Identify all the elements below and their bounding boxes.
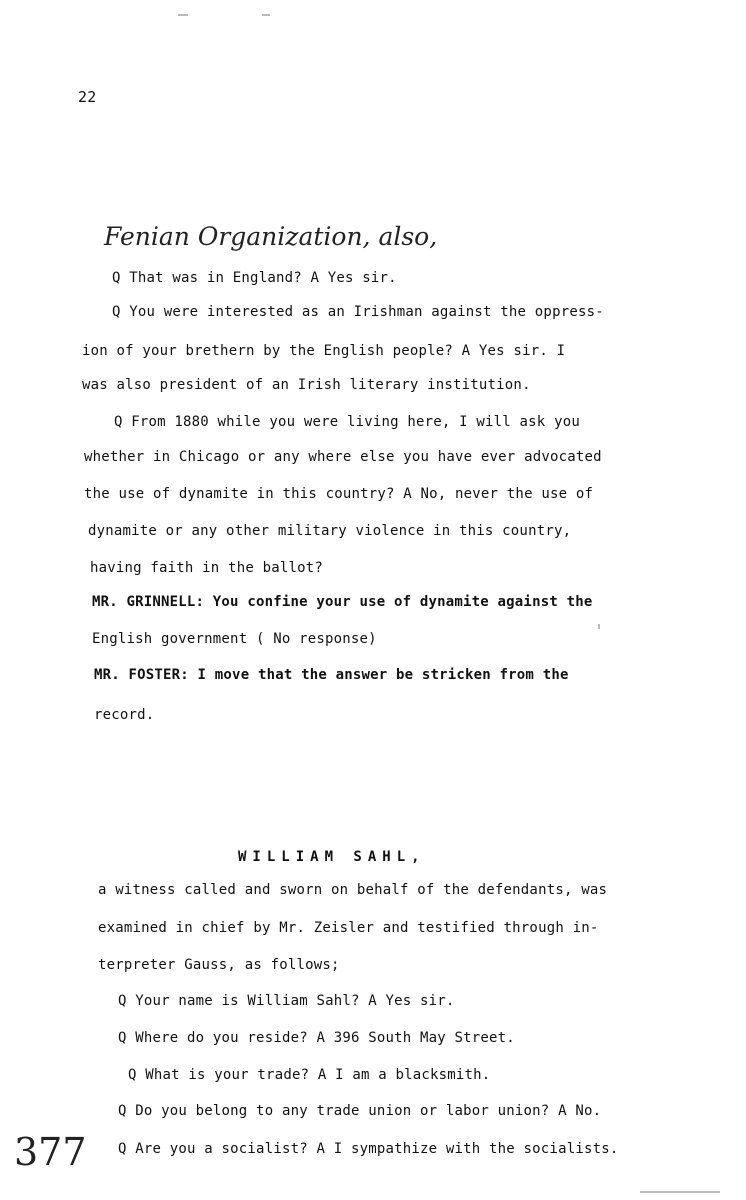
scan-mark	[598, 624, 600, 629]
transcript-line: Q That was in England? A Yes sir.	[112, 270, 397, 286]
transcript-line: Q Do you belong to any trade union or labor union? A No.	[118, 1103, 602, 1119]
transcript-line: Q Where do you reside? A 396 South May Street.	[118, 1030, 515, 1046]
page-number: 22	[78, 88, 97, 106]
witness-heading: WILLIAM SAHL,	[238, 849, 426, 865]
transcript-line: Q From 1880 while you were living here, I will ask you	[114, 414, 580, 430]
margin-number: 377	[14, 1130, 87, 1174]
transcript-line: MR. GRINNELL: You confine your use of dynamite against the	[92, 594, 593, 610]
transcript-line: Q Are you a socialist? A I sympathize with the socialists.	[118, 1141, 619, 1157]
transcript-line: Q You were interested as an Irishman against the oppress-	[112, 304, 604, 320]
transcript-line: examined in chief by Mr. Zeisler and testified through in-	[98, 920, 599, 936]
transcript-line: English government ( No response)	[92, 631, 377, 647]
scan-mark	[178, 14, 188, 16]
transcript-line: was also president of an Irish literary institution.	[82, 377, 531, 393]
transcript-line: Q Your name is William Sahl? A Yes sir.	[118, 993, 455, 1009]
transcript-line: MR. FOSTER: I move that the answer be stricken from the	[94, 667, 569, 683]
scan-mark	[262, 14, 270, 16]
transcript-line: having faith in the ballot?	[90, 560, 323, 576]
transcript-line: terpreter Gauss, as follows;	[98, 957, 340, 973]
transcript-line: record.	[94, 707, 155, 723]
transcript-line: the use of dynamite in this country? A No, never the use of	[84, 486, 594, 502]
transcript-line: dynamite or any other military violence in this country,	[88, 523, 572, 539]
transcript-line: Q What is your trade? A I am a blacksmith.	[128, 1067, 491, 1083]
scan-mark	[640, 1191, 720, 1193]
transcript-line: whether in Chicago or any where else you have ever advocated	[84, 449, 602, 465]
transcript-line: a witness called and sworn on behalf of the defendants, was	[98, 882, 608, 898]
transcript-line: ion of your brethern by the English people? A Yes sir. I	[82, 343, 566, 359]
handwritten-annotation: Fenian Organization, also,	[104, 222, 438, 251]
